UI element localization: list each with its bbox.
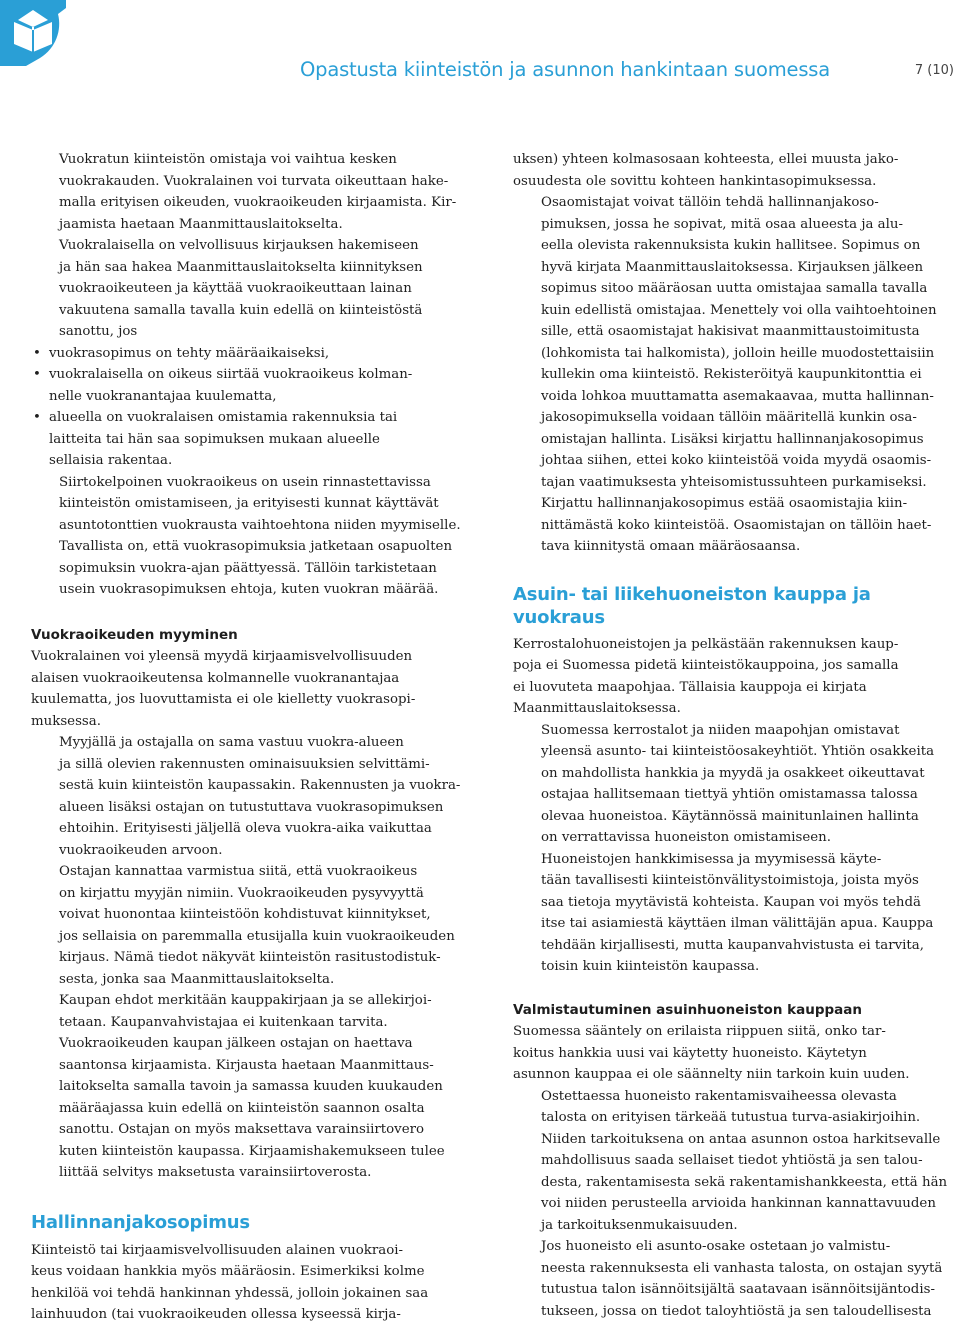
text-line: neesta rakennuksesta eli vanhasta talosta, on ostajan syytä [541,1260,943,1276]
paragraph [513,720,946,849]
text-line: usein vuokrasopimuksen ehtoja, kuten vuokran määrää. [59,582,439,597]
text-line: tutustua talon isännöitsijältä saatavaan isännöitsijäntodis- [541,1282,935,1297]
text-line: osuudesta ole sovittu kohteen hankintasopimuksessa. [513,173,877,189]
text-line: sopimus sitoo määräosan uutta omistajaa samalla tavalla [541,281,928,296]
text-line: (lohkomista tai halkomista), jolloin heille muodostettaisiin [541,345,935,361]
text-line: • vuokralaisella on oikeus siirtää vuokraoikeus kolman- [49,367,413,382]
paragraph [31,235,464,343]
paragraph [31,472,464,601]
text-line: pimuksen, jossa he sopivat, mitä osaa alueesta ja alu- [541,216,903,232]
paragraph [513,149,946,192]
text-line: saantonsa kirjaamista. Kirjausta haetaan Maanmittaus- [59,1057,434,1073]
text-line: keus voidaan hankkia myös määräosin. Esimerkiksi kolme [31,1264,425,1279]
text-line: tään tavallisesti kiinteistönvälitystoimistoja, joista myös [541,873,919,888]
paragraph [513,1236,946,1322]
text-line: ostajaa hallitsemaan tiettyä yhtiön omistamassa talossa [541,787,918,802]
text-line: lainhuudon (tai vuokraoikeuden ollessa kyseessä kirja- [31,1307,401,1322]
text-line: Asuin- tai liikehuoneiston kauppa ja [513,583,871,605]
text-line: vuokrakauden. Vuokralainen voi turvata oikeuttaan hake- [59,173,449,189]
text-line: Osaomistajat voivat tällöin tehdä hallinnanjakoso- [541,195,879,210]
text-line: Ostajan kannattaa varmistua siitä, että vuokraoikeus [59,864,418,879]
text-line: Kirjattu hallinnanjakosopimus estää osaomistajia kiin- [541,496,908,511]
text-line: Maanmittauslaitoksessa. [513,701,681,716]
text-line: on verrattavissa huoneiston omistamiseen. [541,830,831,845]
text-line: Siirtokelpoinen vuokraoikeus on usein rinnastettavissa [59,474,431,490]
text-line: Suomessa kerrostalot ja niiden maapohjan omistavat [541,722,900,738]
text-line: sanottu, jos [59,324,138,339]
text-line: toisin kuin kiinteistön kaupassa. [541,959,760,974]
text-line: kuten kiinteistön kaupassa. Kirjaamishakemukseen tulee [59,1143,445,1159]
book-logo-icon [0,0,66,66]
text-line: ja tarkoituksenmukaisuuden. [541,1217,738,1233]
text-line: henkilöä voi tehdä hankinnan yhdessä, jolloin jokainen saa [31,1285,429,1301]
text-line: sellaisia rakentaa. [49,453,173,468]
paragraph [513,634,946,720]
text-line: voida lohkoa muuttamatta asemakaavaa, mutta hallinnan- [541,388,934,404]
text-line: muksessa. [31,713,101,729]
paragraph [31,732,464,861]
text-line: alaisen vuokraoikeutensa kolmannelle vuokranantajaa [31,670,400,686]
text-line: Vuokratun kiinteistön omistaja voi vaihtua kesken [59,152,397,167]
text-line: on mahdollista hankkia ja myydä ja osakkeet oikeuttavat [541,765,925,781]
paragraph [31,646,464,732]
section-heading-hallinnanjakosopimus: Hallinnanjakosopimus [31,1211,250,1233]
text-line: sanottu. Ostajan on myös maksettava varainsiirtovero [59,1122,424,1137]
paragraph [31,990,464,1033]
text-line: koitus hankkia uusi vai käytetty huoneisto. Käytetyn [513,1045,867,1061]
text-line: Vuokralainen voi yleensä myydä kirjaamisvelvollisuuden [31,649,413,664]
text-line: nelle vuokranantajaa kuulematta, [49,388,277,404]
text-line: kullekin oma kiinteistö. Rekisteröityä kaupunkitonttia ei [541,367,922,382]
text-line: kirjaus. Nämä tiedot näkyvät kiinteistön rasitustodistuk- [59,950,441,965]
text-line: ja hän saa hakea Maanmittauslaitokselta kiinnityksen [59,259,423,275]
text-line: ehtoihin. Erityisesti jäljellä oleva vuokra-aika vaikuttaa [59,821,432,836]
text-line: jos sellaisia on paremmalla etusijalla kuin vuokraoikeuden [59,928,455,944]
text-line: yleensä asunto- tai kiinteistöosakeyhtiöt. Yhtiön osakkeita [541,744,935,759]
text-line: määräajassa kuin edellä on kiinteistön saannon osalta [59,1100,425,1116]
paragraph [31,861,464,990]
text-line: laitteita tai hän saa sopimuksen mukaan alueelle [49,431,380,447]
text-line: Tavallista on, että vuokrasopimuksia jatketaan osapuolten [59,539,453,554]
text-line: vakuutena samalla tavalla kuin edellä on kiinteistöstä [59,302,423,318]
text-line: saa tietoja myytävistä kohteista. Kaupan voi myös tehdä [541,894,922,910]
text-line: vuokraoikeuteen ja käyttää vuokraoikeuttaan lainan [59,281,412,296]
text-line: Jos huoneisto eli asunto-osake ostetaan jo valmistu- [541,1239,891,1254]
list-item [31,343,464,365]
text-line: tehdään kirjallisesti, mutta kaupanvahvistusta ei tarvita, [541,937,924,953]
text-line: jakosopimuksella voidaan tällöin määritellä kunkin osa- [541,410,917,425]
text-line: sopimuksin vuokra-ajan päättyessä. Tällöin tarkistetaan [59,560,437,576]
section-heading-asuin-tai-liikehuoneiston-kauppa [513,583,946,629]
text-line: Vuokraoikeuden kaupan jälkeen ostajan on haettava [59,1036,413,1051]
text-line: desta, rakentamisesta sekä rakentamishankkeesta, että hän [541,1174,948,1190]
text-line: sestä kuin kiinteistön kaupassakin. Rakennusten ja vuokra- [59,778,461,793]
text-line: tajan vaatimuksesta yhteisomistussuhteen purkamiseksi. [541,474,927,490]
text-line: ja sillä olevien rakennusten ominaisuuksien selvittämi- [59,756,430,772]
text-line: olevaa huoneistoa. Käytännössä mainitunlainen hallinta [541,808,919,824]
paragraph [513,192,946,493]
page-number: 7 (10) [914,63,954,78]
text-line: Huoneistojen hankkimisessa ja myymisessä käyte- [541,851,882,867]
text-line: voivat huonontaa kiinteistöön kohdistuvat kiinnitykset, [59,907,431,922]
text-line: Suomessa sääntely on erilaista riippuen siitä, onko tar- [513,1024,886,1039]
text-line: vuokraoikeuden arvoon. [59,842,223,858]
text-line: liittää selvitys maksetusta varainsiirtoverosta. [59,1165,372,1180]
text-line: Niiden tarkoituksena on antaa asunnon ostoa harkitsevalle [541,1131,941,1147]
text-line: vuokraus [513,606,605,628]
text-line: Kiinteistö tai kirjaamisvelvollisuuden alainen vuokraoi- [31,1242,404,1258]
text-line: ei luovuteta maapohjaa. Tällaisia kauppoja ei kirjata [513,679,867,695]
text-line: asuntotonttien vuokrausta vaihtoehtona niiden myymiselle. [59,517,461,533]
bullet-list [31,343,464,472]
text-line: talosta on erityisen tärkeää tutustua turva-asiakirjoihin. [541,1110,921,1125]
paragraph [31,1240,464,1326]
text-line: hyvä kirjata Maanmittauslaitoksessa. Kirjauksen jälkeen [541,259,924,275]
text-line: mahdollisuus saada sellaiset tiedot yhtiöstä ja sen talou- [541,1153,923,1168]
subheading-vuokraoikeuden-myyminen: Vuokraoikeuden myyminen [31,626,238,643]
text-line: Vuokralaisella on velvollisuus kirjauksen hakemiseen [59,238,419,253]
list-item [31,407,464,472]
text-line: sesta, jonka saa Maanmittauslaitokselta. [59,971,335,987]
text-line: jaamista haetaan Maanmittauslaitokselta. [59,216,343,232]
text-line: voi niiden perusteella arvioida hankinnan kannattavuuden [541,1196,936,1211]
subheading-valmistautuminen: Valmistautuminen asuinhuoneiston kauppaan [513,1001,863,1018]
list-item [31,364,464,407]
text-line: on kirjattu myyjän nimiin. Vuokraoikeuden pysyvyyttä [59,885,424,901]
text-line: eella olevista rakennuksista kukin hallitsee. Sopimus on [541,238,921,253]
text-line: uksen) yhteen kolmasosaan kohteesta, ellei muusta jako- [513,152,899,167]
text-line: kuulematta, jos luovuttamista ei ole kielletty vuokrasopi- [31,692,416,707]
text-line: alueen lisäksi ostajan on tutustuttava vuokrasopimuksen [59,799,444,815]
paragraph [513,849,946,978]
paragraph [31,149,464,235]
text-line: kuin edellistä omistajaa. Menettely voi olla vaihtoehtoinen [541,302,937,318]
text-line: tukseen, jossa on tiedot taloyhtiöstä ja sen taloudellisesta [541,1303,932,1319]
text-line: laitokselta samalla tavoin ja samassa kuuden kuukauden [59,1079,443,1094]
text-line: tava kiinnitystä omaan määräosaansa. [541,539,801,554]
text-line: malla erityisen oikeuden, vuokraoikeuden kirjaamista. Kir- [59,195,457,210]
text-line: sille, että osaomistajat hakisivat maanmittaustoimitusta [541,324,920,339]
text-line: Ostettaessa huoneisto rakentamisvaiheessa olevasta [541,1088,897,1104]
text-line: johtaa siihen, ettei koko kiinteistöä voida myydä osaomis- [541,453,932,468]
page-header-title: Opastusta kiinteistön ja asunnon hankintaan suomessa [300,58,831,81]
paragraph [513,493,946,558]
text-line: Kerrostalohuoneistojen ja pelkästään rakennuksen kaup- [513,636,899,652]
text-line: poja ei Suomessa pidetä kiinteistökauppoina, jos samalla [513,658,899,673]
text-line: kiinteistön omistamiseen, ja erityisesti kunnat käyttävät [59,496,439,511]
right-column [513,149,946,1322]
text-line: tetaan. Kaupanvahvistajaa ei kuitenkaan tarvita. [59,1014,388,1030]
paragraph [513,1086,946,1237]
left-column [31,149,464,1326]
paragraph [31,1033,464,1184]
text-line: Myyjällä ja ostajalla on sama vastuu vuokra-alueen [59,735,404,750]
paragraph [513,1021,946,1086]
text-line: asunnon kauppaa ei ole säännelty niin tarkoin kuin uuden. [513,1067,910,1082]
text-line: • alueella on vuokralaisen omistamia rakennuksia tai [49,410,398,425]
text-line: • vuokrasopimus on tehty määräaikaiseksi, [49,345,330,361]
text-line: omistajan hallinta. Lisäksi kirjattu hallinnanjakosopimus [541,431,924,447]
text-line: Kaupan ehdot merkitään kauppakirjaan ja se allekirjoi- [59,993,432,1008]
text-line: itse tai asiamiestä käyttäen ilman välittäjän apua. Kauppa [541,916,934,931]
text-line: nittämästä koko kiinteistöä. Osaomistajan on tällöin haet- [541,517,932,533]
